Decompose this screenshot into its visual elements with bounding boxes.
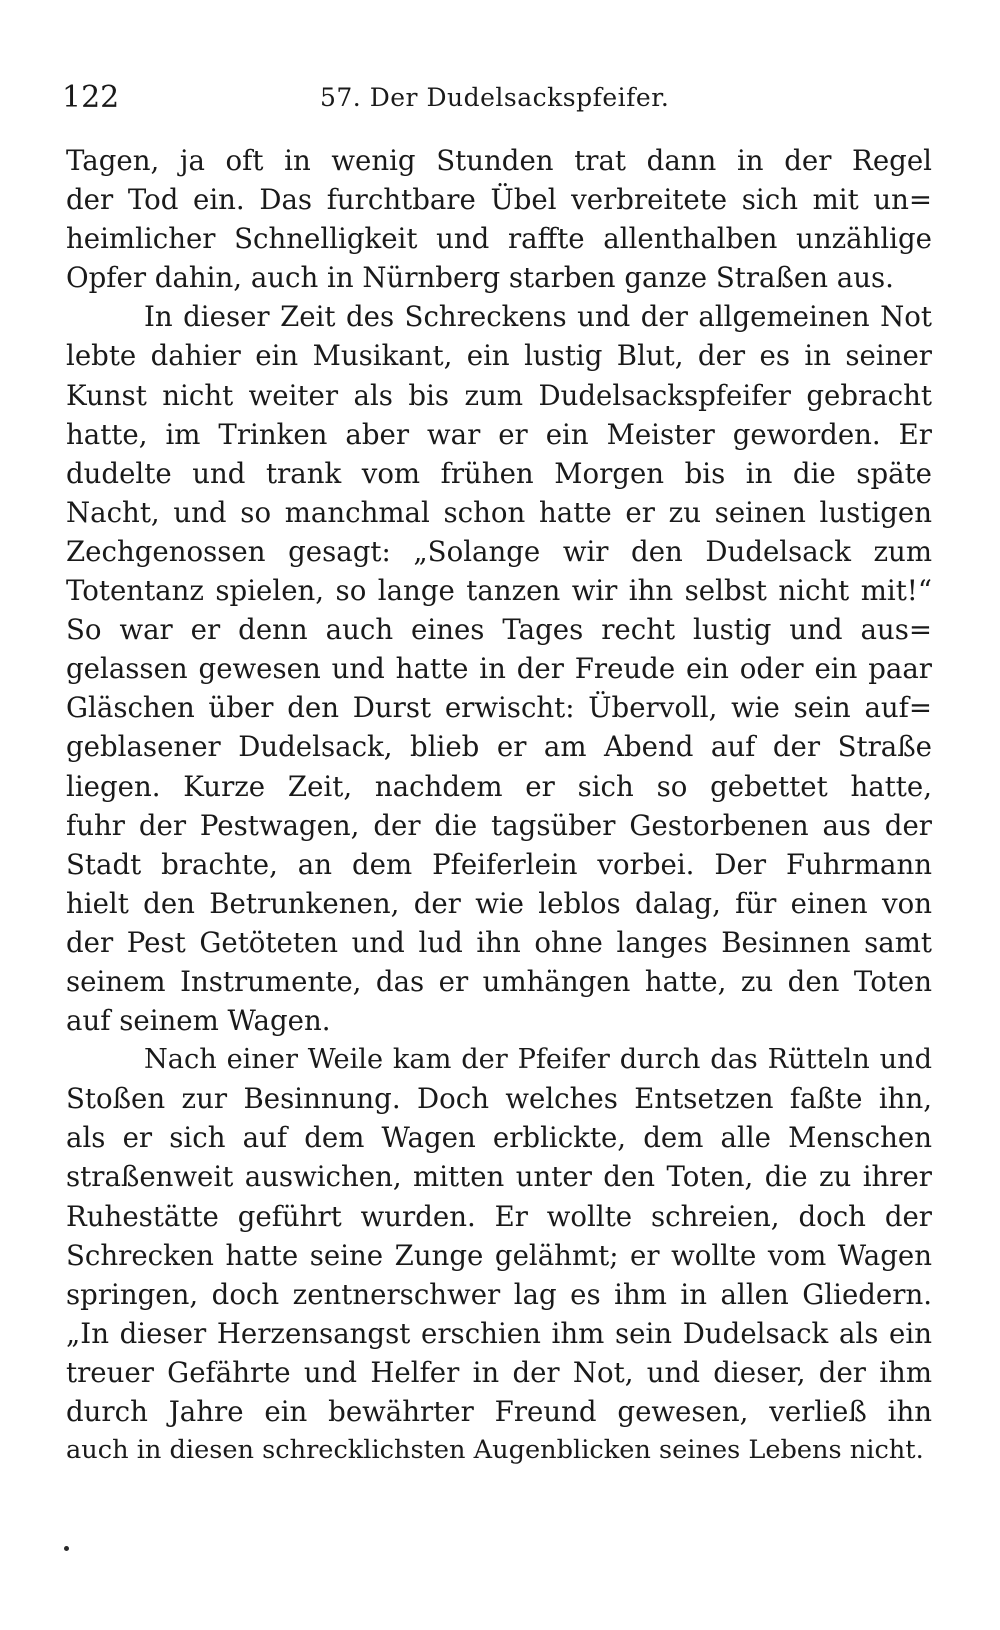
text-line: gelassen gewesen und hatte in der Freude ein oder ein paar: [66, 652, 932, 686]
text-line: Zechgenossen gesagt: „Solange wir den Dudelsack zum: [66, 534, 932, 568]
text-line: Gläschen über den Durst erwischt: Übervoll, wie sein auf=: [66, 691, 932, 725]
text-line: Opfer dahin, auch in Nürnberg starben ganze Straßen aus.: [66, 261, 894, 295]
text-line: Stadt brachte, an dem Pfeiferlein vorbei. Der Fuhrmann: [66, 847, 932, 881]
page-number: 122: [62, 80, 120, 115]
text-line: Tagen, ja oft in wenig Stunden trat dann in der Regel: [66, 144, 932, 177]
text-line: liegen. Kurze Zeit, nachdem er sich so gebettet hatte,: [66, 769, 932, 803]
text-line: Schrecken hatte seine Zunge gelähmt; er wollte vom Wagen: [66, 1238, 932, 1272]
text-line: hielt den Betrunkenen, der wie leblos dalag, für einen von: [66, 886, 932, 920]
body-text: [66, 141, 932, 1470]
page-header: [62, 78, 932, 122]
text-line: „In dieser Herzensangst erschien ihm sein Dudelsack als ein: [66, 1316, 932, 1350]
print-speck: [64, 1546, 69, 1551]
text-line: Kunst nicht weiter als bis zum Dudelsackspfeifer gebracht: [66, 378, 932, 412]
text-line: treuer Gefährte und Helfer in der Not, und dieser, der ihm: [66, 1355, 932, 1389]
text-line: fuhr der Pestwagen, der die tagsüber Gestorbenen aus der: [66, 808, 932, 842]
text-line: dudelte und trank vom frühen Morgen bis in die späte: [66, 456, 932, 490]
text-line: auch in diesen schrecklichsten Augenblicken seines Lebens nicht.: [66, 1435, 924, 1466]
text-line: der Tod ein. Das furchtbare Übel verbreitete sich mit un=: [66, 183, 932, 217]
text-line: heimlicher Schnelligkeit und raffte allenthalben unzählige: [66, 222, 932, 256]
text-line: hatte, im Trinken aber war er ein Meister geworden. Er: [66, 417, 932, 451]
text-line: Nach einer Weile kam der Pfeifer durch das Rütteln und: [144, 1044, 932, 1076]
text-line: So war er denn auch eines Tages recht lustig und aus=: [66, 613, 932, 647]
text-line: Stoßen zur Besinnung. Doch welches Entsetzen faßte ihn,: [66, 1082, 932, 1116]
text-line: der Pest Getöteten und lud ihn ohne langes Besinnen samt: [66, 925, 932, 959]
text-line: durch Jahre ein bewährter Freund gewesen, verließ ihn: [66, 1395, 932, 1428]
text-line: seinem Instrumente, das er umhängen hatte, zu den Toten: [66, 964, 932, 998]
text-line: Totentanz spielen, so lange tanzen wir ihn selbst nicht mit!“: [66, 574, 932, 608]
text-line: springen, doch zentnerschwer lag es ihm in allen Gliedern.: [66, 1277, 932, 1311]
text-line: In dieser Zeit des Schreckens und der allgemeinen Not: [144, 300, 932, 334]
text-line: auf seinem Wagen.: [66, 1004, 331, 1038]
text-line: straßenweit auswichen, mitten unter den Toten, die zu ihrer: [66, 1160, 932, 1194]
text-line: geblasener Dudelsack, blieb er am Abend auf der Straße: [66, 730, 932, 764]
text-line: Nacht, und so manchmal schon hatte er zu seinen lustigen: [66, 495, 932, 529]
running-head: 57. Der Dudelsackspfeifer.: [320, 83, 670, 112]
text-line: Ruhestätte geführt wurden. Er wollte schreien, doch der: [66, 1199, 932, 1233]
text-line: als er sich auf dem Wagen erblickte, dem alle Menschen: [66, 1121, 932, 1155]
text-line: lebte dahier ein Musikant, ein lustig Blut, der es in seiner: [66, 339, 932, 373]
